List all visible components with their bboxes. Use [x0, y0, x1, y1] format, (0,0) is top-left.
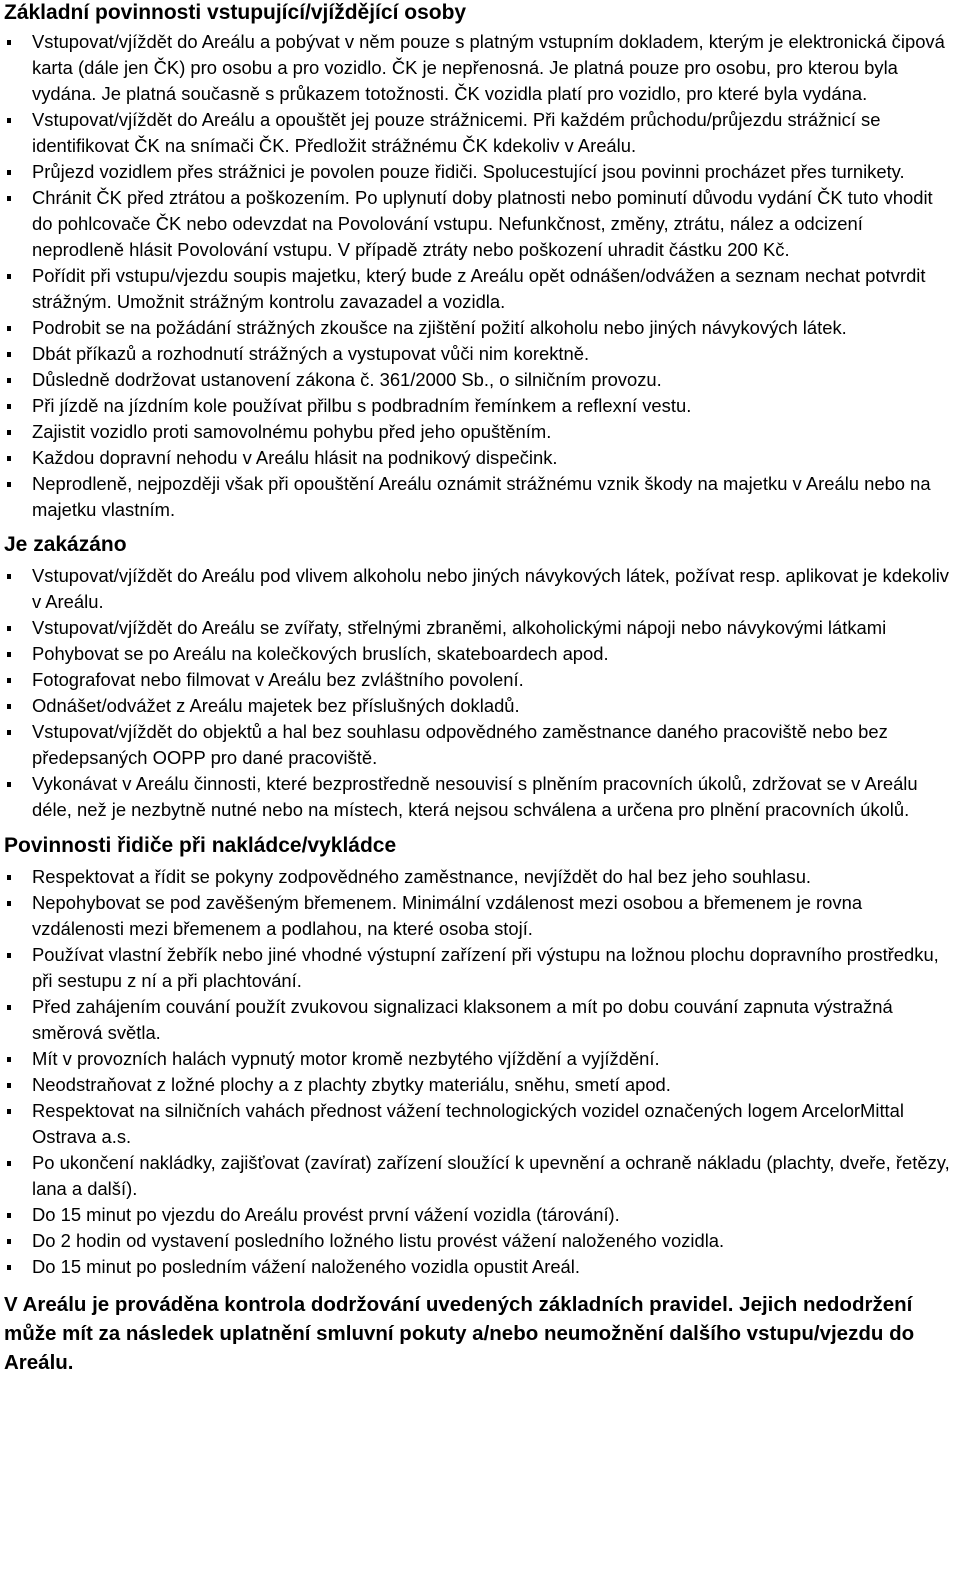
list-item-text: Vstupovat/vjíždět do objektů a hal bez souhlasu odpovědného zaměstnance daného pracoviště nebo bez předepsaných OOPP pro dané pracoviště.: [32, 721, 888, 768]
bullet-icon: [7, 1083, 11, 1088]
basic-obligations-list: [4, 29, 956, 523]
list-item-text: Do 15 minut po vjezdu do Areálu provést první vážení vozidla (tárování).: [32, 1204, 620, 1225]
bullet-icon: [7, 1161, 11, 1166]
list-item-text: Mít v provozních halách vypnutý motor kromě nezbytého vjíždění a vyjíždění.: [32, 1048, 660, 1069]
bullet-icon: [7, 953, 11, 958]
list-item: [4, 1072, 956, 1098]
bullet-icon: [7, 1239, 11, 1244]
bullet-icon: [7, 1057, 11, 1062]
list-item-text: Vstupovat/vjíždět do Areálu a opouštět jej pouze strážnicemi. Při každém průchodu/průjezdu strážnicí se identifikovat ČK na snímači ČK. Předložit strážnému ČK kdekoliv v Areálu.: [32, 109, 881, 156]
list-item-text: Při jízdě na jízdním kole používat přilbu s podbradním řemínkem a reflexní vestu.: [32, 395, 692, 416]
list-item: [4, 563, 956, 615]
list-item: [4, 942, 956, 994]
bullet-icon: [7, 875, 11, 880]
list-item-text: Respektovat na silničních vahách přednost vážení technologických vozidel označených logem ArcelorMittal Ostrava a.s.: [32, 1100, 904, 1147]
list-item-text: Podrobit se na požádání strážných zkoušce na zjištění požití alkoholu nebo jiných návykových látek.: [32, 317, 847, 338]
bullet-icon: [7, 378, 11, 383]
bullet-icon: [7, 40, 11, 45]
list-item-text: Pořídit při vstupu/vjezdu soupis majetku, který bude z Areálu opět odnášen/odvážen a seznam nechat potvrdit strážným. Umožnit strážným kontrolu zavazadel a vozidla.: [32, 265, 926, 312]
list-item: [4, 471, 956, 523]
bullet-icon: [7, 1213, 11, 1218]
list-item: [4, 693, 956, 719]
list-item: [4, 1150, 956, 1202]
list-item: [4, 994, 956, 1046]
list-item-text: Vstupovat/vjíždět do Areálu se zvířaty, střelnými zbraněmi, alkoholickými nápoji nebo návykovými látkami: [32, 617, 887, 638]
list-item-text: Nepohybovat se pod zavěšeným břemenem. Minimální vzdálenost mezi osobou a břemenem je rovna vzdálenosti mezi břemenem a podlahou, na které osoba stojí.: [32, 892, 863, 939]
list-item: [4, 341, 956, 367]
bullet-icon: [7, 730, 11, 735]
bullet-icon: [7, 1005, 11, 1010]
list-item: [4, 1098, 956, 1150]
list-item: [4, 1228, 956, 1254]
bullet-icon: [7, 574, 11, 579]
list-item-text: Chránit ČK před ztrátou a poškozením. Po uplynutí doby platnosti nebo pominutí důvodu vydání ČK tuto vhodit do pohlcovače ČK nebo odevzdat na Povolování vstupu. Nefunkčnost, změny, ztrátu, nález a odcizení neprodleně hlásit Povolování vstupu. V případě ztráty nebo poškození uhradit částku 200 Kč.: [32, 187, 933, 260]
bullet-icon: [7, 678, 11, 683]
list-item-text: Do 15 minut po posledním vážení naloženého vozidla opustit Areál.: [32, 1256, 580, 1277]
section-heading-prohibited: Je zakázáno: [4, 533, 127, 556]
list-item-text: Do 2 hodin od vystavení posledního ložného listu provést vážení naloženého vozidla.: [32, 1230, 725, 1251]
list-item-text: Odnášet/odvážet z Areálu majetek bez příslušných dokladů.: [32, 695, 520, 716]
list-item: [4, 667, 956, 693]
list-item-text: Dbát příkazů a rozhodnutí strážných a vystupovat vůči nim korektně.: [32, 343, 590, 364]
list-item: [4, 890, 956, 942]
bullet-icon: [7, 326, 11, 331]
list-item: [4, 419, 956, 445]
list-item: [4, 393, 956, 419]
section-heading-basic-obligations: Základní povinnosti vstupující/vjíždějící osoby: [4, 1, 467, 24]
bullet-icon: [7, 782, 11, 787]
list-item-text: Vykonávat v Areálu činnosti, které bezprostředně nesouvisí s plněním pracovních úkolů, zdržovat se v Areálu déle, než je nezbytně nutné nebo na místech, která nejsou schválena a určena pro plnění pracovních úkolů.: [32, 773, 918, 820]
bullet-icon: [7, 430, 11, 435]
list-item-text: Neprodleně, nejpozději však při opouštění Areálu oznámit strážnému vznik škody na majetku v Areálu nebo na majetku vlastním.: [32, 473, 931, 520]
bullet-icon: [7, 704, 11, 709]
list-item: [4, 29, 956, 107]
list-item: [4, 445, 956, 471]
list-item-text: Průjezd vozidlem přes strážnici je povolen pouze řidiči. Spolucestující jsou povinni procházet přes turnikety.: [32, 161, 905, 182]
list-item: [4, 615, 956, 641]
list-item-text: Každou dopravní nehodu v Areálu hlásit na podnikový dispečink.: [32, 447, 558, 468]
list-item: [4, 107, 956, 159]
driver-obligations-list: [4, 864, 956, 1280]
list-item: [4, 771, 956, 823]
bullet-icon: [7, 352, 11, 357]
list-item: [4, 641, 956, 667]
list-item: [4, 864, 956, 890]
list-item: [4, 1202, 956, 1228]
list-item-text: Pohybovat se po Areálu na kolečkových bruslích, skateboardech apod.: [32, 643, 609, 664]
list-item: [4, 263, 956, 315]
list-item: [4, 1254, 956, 1280]
bullet-icon: [7, 652, 11, 657]
list-item-text: Neodstraňovat z ložné plochy a z plachty zbytky materiálu, sněhu, smetí apod.: [32, 1074, 671, 1095]
bullet-icon: [7, 1109, 11, 1114]
bullet-icon: [7, 170, 11, 175]
list-item: [4, 185, 956, 263]
list-item: [4, 1046, 956, 1072]
list-item-text: Vstupovat/vjíždět do Areálu pod vlivem alkoholu nebo jiných návykových látek, požívat resp. aplikovat je kdekoliv v Areálu.: [32, 565, 949, 612]
bullet-icon: [7, 118, 11, 123]
list-item-text: Používat vlastní žebřík nebo jiné vhodné výstupní zařízení při výstupu na ložnou plochu dopravního prostředku, při sestupu z ní a při plachtování.: [32, 944, 939, 991]
list-item-text: Po ukončení nakládky, zajišťovat (zavírat) zařízení sloužící k upevnění a ochraně nákladu (plachty, dveře, řetězy, lana a další).: [32, 1152, 950, 1199]
list-item-text: Vstupovat/vjíždět do Areálu a pobývat v něm pouze s platným vstupním dokladem, kterým je elektronická čipová karta (dále jen ČK) pro osobu a pro vozidlo. ČK je nepřenosná. Je platná pouze pro osobu, pro kterou byla vydána. Je platná současně s průkazem totožnosti. ČK vozidla platí pro vozidlo, pro které byla vydána.: [32, 31, 945, 104]
list-item: [4, 719, 956, 771]
list-item-text: Důsledně dodržovat ustanovení zákona č. 361/2000 Sb., o silničním provozu.: [32, 369, 662, 390]
bullet-icon: [7, 196, 11, 201]
bullet-icon: [7, 626, 11, 631]
bullet-icon: [7, 1265, 11, 1270]
bullet-icon: [7, 274, 11, 279]
list-item-text: Fotografovat nebo filmovat v Areálu bez zvláštního povolení.: [32, 669, 524, 690]
bullet-icon: [7, 404, 11, 409]
bullet-icon: [7, 456, 11, 461]
list-item-text: Respektovat a řídit se pokyny zodpovědného zaměstnance, nevjíždět do hal bez jeho souhlasu.: [32, 866, 812, 887]
list-item-text: Před zahájením couvání použít zvukovou signalizaci klaksonem a mít po dobu couvání zapnuta výstražná směrová světla.: [32, 996, 893, 1043]
list-item: [4, 367, 956, 393]
final-note: V Areálu je prováděna kontrola dodržování uvedených základních pravidel. Jejich nedodržení může mít za následek uplatnění smluvní pokuty a/nebo neumožnění dalšího vstupu/vjezdu do Areálu.: [4, 1293, 915, 1374]
section-heading-driver-obligations: Povinnosti řidiče při nakládce/vykládce: [4, 834, 397, 857]
list-item: [4, 315, 956, 341]
prohibited-list: [4, 563, 956, 823]
list-item-text: Zajistit vozidlo proti samovolnému pohybu před jeho opuštěním.: [32, 421, 552, 442]
bullet-icon: [7, 901, 11, 906]
bullet-icon: [7, 482, 11, 487]
list-item: [4, 159, 956, 185]
